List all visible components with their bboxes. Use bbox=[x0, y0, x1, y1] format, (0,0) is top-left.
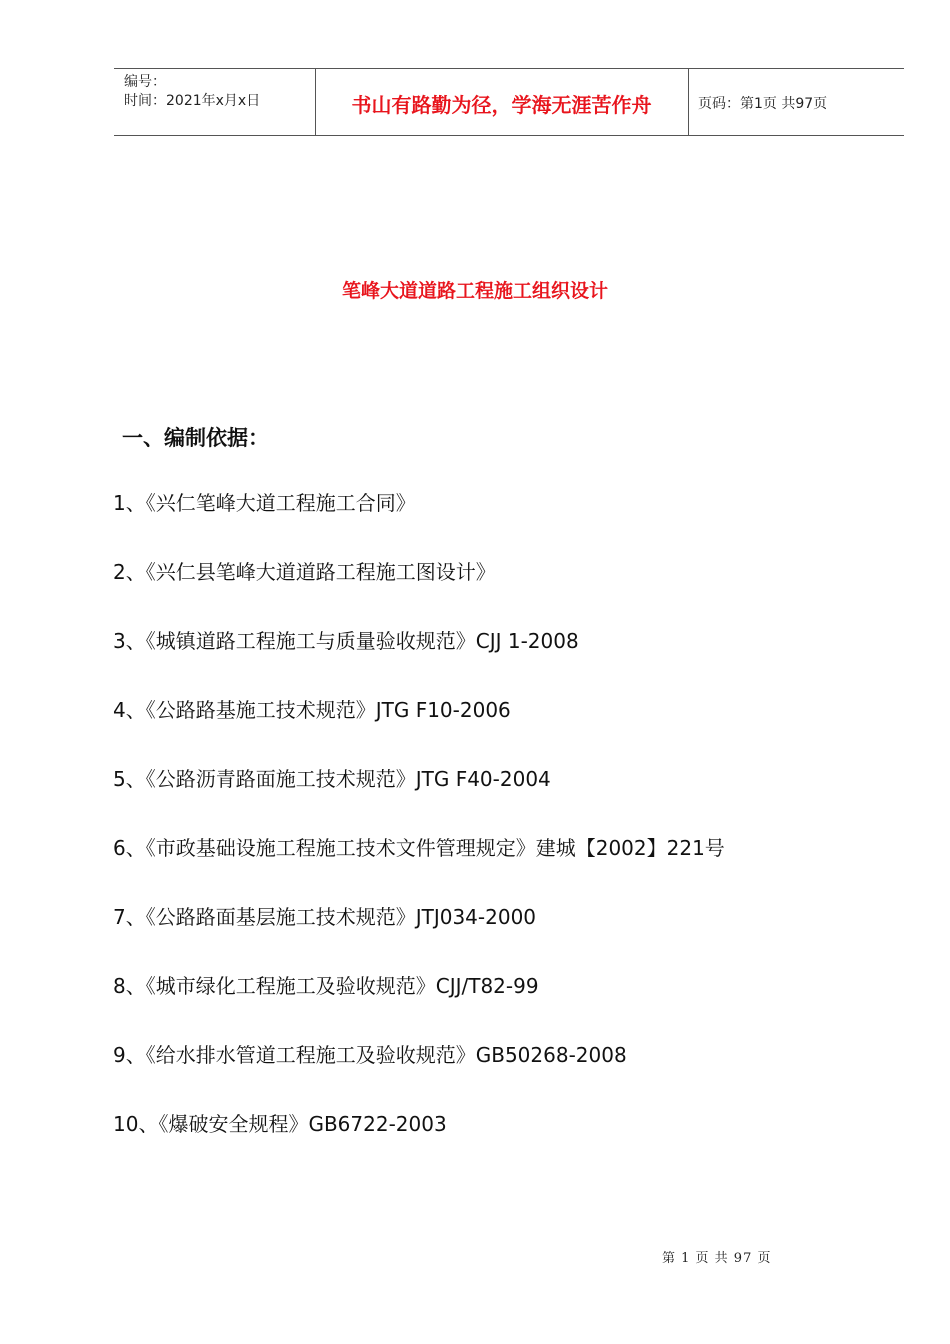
header-meta bbox=[124, 73, 260, 111]
reference-item: 4、《公路路基施工技术规范》JTG F10-2006 bbox=[113, 698, 511, 722]
document-title: 笔峰大道道路工程施工组织设计 bbox=[341, 280, 608, 302]
reference-item: 5、《公路沥青路面施工技术规范》JTG F40-2004 bbox=[113, 767, 551, 791]
reference-item: 6、《市政基础设施工程施工技术文件管理规定》建城【2002】221号 bbox=[113, 836, 725, 860]
reference-item: 10、《爆破安全规程》GB6722-2003 bbox=[113, 1112, 447, 1136]
page-header bbox=[114, 68, 904, 136]
reference-item: 7、《公路路面基层施工技术规范》JTJ034-2000 bbox=[113, 905, 537, 929]
header-page-info: 页码：第1页 共97页 bbox=[698, 96, 828, 112]
reference-item: 2、《兴仁县笔峰大道道路工程施工图设计》 bbox=[113, 560, 496, 584]
reference-item: 1、《兴仁笔峰大道工程施工合同》 bbox=[113, 491, 416, 515]
header-divider-right bbox=[688, 69, 689, 135]
header-number-label: 编号： bbox=[124, 74, 166, 90]
reference-item: 8、《城市绿化工程施工及验收规范》CJJ/T82-99 bbox=[113, 974, 539, 998]
section-heading: 一、编制依据： bbox=[122, 426, 269, 450]
page-footer: 第 1 页 共 97 页 bbox=[662, 1251, 772, 1266]
reference-item: 3、《城镇道路工程施工与质量验收规范》CJJ 1-2008 bbox=[113, 629, 579, 653]
reference-list bbox=[113, 488, 725, 1178]
header-time-label: 时间：2021年x月x日 bbox=[124, 93, 261, 109]
header-motto: 书山有路勤为径，学海无涯苦作舟 bbox=[351, 92, 652, 117]
reference-item: 9、《给水排水管道工程施工及验收规范》GB50268-2008 bbox=[113, 1043, 627, 1067]
